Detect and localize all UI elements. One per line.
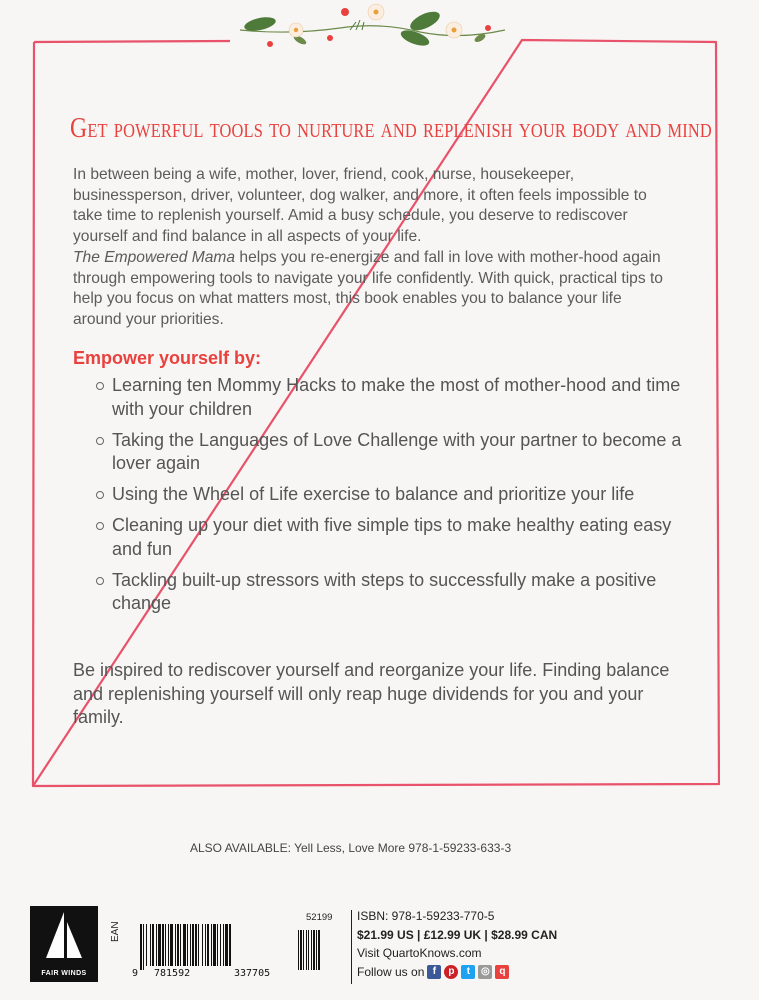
barcode-bar xyxy=(156,924,157,966)
also-available-label: ALSO AVAILABLE: xyxy=(190,841,291,855)
barcode-bar xyxy=(143,924,144,970)
barcode-bar xyxy=(175,924,176,966)
barcode-bar xyxy=(140,924,142,970)
closing-paragraph: Be inspired to rediscover yourself and reorganize your life. Finding balance and replenishing yourself will only reap huge dividends for you and your family. xyxy=(73,660,670,727)
barcode-bar xyxy=(180,924,181,966)
barcode-bar xyxy=(177,924,179,966)
barcode-addon-bar xyxy=(306,930,307,970)
barcode-bar xyxy=(220,924,221,966)
prices: $21.99 US | £12.99 UK | $28.99 CAN xyxy=(357,927,558,942)
barcode-addon-bar xyxy=(308,930,309,970)
pinterest-icon[interactable]: p xyxy=(444,965,458,979)
publisher-logo xyxy=(30,906,98,982)
twitter-icon[interactable]: t xyxy=(461,965,475,979)
intro-text-2: helps you re-energize and fall in love with mother-hood again through empowering tools to navigate your life confidently. With quick, practical tips to help you focus on what matters most, this book enables you to balance your life around your priorities. xyxy=(73,248,663,328)
bullet-icon xyxy=(96,382,104,390)
isbn: ISBN: 978-1-59233-770-5 xyxy=(357,909,495,923)
barcode-bar xyxy=(223,924,224,966)
bullet-icon xyxy=(96,491,104,499)
follow-row xyxy=(357,963,557,982)
ean-label: EAN xyxy=(110,921,121,942)
barcode-bar xyxy=(198,924,199,966)
barcode-bars xyxy=(140,924,350,970)
bullet-icon xyxy=(96,437,104,445)
barcode-bar xyxy=(205,924,206,966)
barcode-bar xyxy=(207,924,209,966)
barcode-bar xyxy=(229,924,231,966)
barcode-right-digits: 337705 xyxy=(234,968,271,979)
barcode-bar xyxy=(202,924,203,966)
intro-text-1: In between being a wife, mother, lover, friend, cook, nurse, housekeeper, businessperson, driver, volunteer, dog walker, and more, it often feels impossible to take time to replenish yourself. Amid a busy schedule, you deserve to rediscover yourself and find balance in all aspects of your life. xyxy=(73,166,647,246)
barcode-bar xyxy=(152,924,154,966)
barcode-addon-bar xyxy=(316,930,317,970)
barcode-addon-bar xyxy=(300,930,302,970)
barcode-left-digits: 781592 xyxy=(154,968,191,979)
barcode-bar xyxy=(211,924,212,966)
bullet-icon xyxy=(96,522,104,530)
barcode-addon-bar xyxy=(318,930,320,970)
facebook-icon[interactable]: f xyxy=(427,965,441,979)
barcode-bar xyxy=(192,924,194,966)
barcode-bar xyxy=(217,924,218,966)
list-item: Learning ten Mommy Hacks to make the most of mother-hood and time with your children xyxy=(96,374,686,421)
book-title: The Empowered Mama xyxy=(73,248,236,266)
barcode xyxy=(110,908,350,988)
also-available xyxy=(190,841,511,855)
barcode-bar xyxy=(168,924,169,966)
headline: Get powerful tools to nurture and replenish your body and mind xyxy=(70,112,712,144)
barcode-bar xyxy=(195,924,197,966)
list-item: Cleaning up your diet with five simple tips to make healthy eating easy and fun xyxy=(96,514,686,561)
barcode-bar xyxy=(190,924,191,966)
barcode-first-digit: 9 xyxy=(132,968,139,979)
barcode-bar xyxy=(187,924,188,966)
list-item: Tackling built-up stressors with steps to successfully make a positive change xyxy=(96,569,686,616)
barcode-bar xyxy=(165,924,166,966)
subheading: Empower yourself by: xyxy=(73,348,262,368)
follow-label: Follow us on xyxy=(357,964,425,979)
instagram-icon[interactable]: ◎ xyxy=(478,965,492,979)
list-item: Using the Wheel of Life exercise to balance and prioritize your life xyxy=(96,483,686,507)
barcode-bar xyxy=(170,924,173,966)
website-link[interactable]: Visit QuartoKnows.com xyxy=(357,946,482,960)
divider xyxy=(351,910,352,984)
barcode-addon-bar xyxy=(303,930,304,970)
barcode-bar xyxy=(146,924,147,966)
bullet-icon xyxy=(96,577,104,585)
also-available-isbn: 978-1-59233-633-3 xyxy=(408,841,512,855)
intro-paragraph xyxy=(73,165,673,331)
floral-ornament-icon xyxy=(230,0,520,56)
barcode-bar xyxy=(150,924,151,966)
barcode-bar xyxy=(213,924,216,966)
also-available-title: Yell Less, Love More xyxy=(294,841,406,855)
list-item: Taking the Languages of Love Challenge with your partner to become a lover again xyxy=(96,429,686,476)
quarto-icon[interactable]: q xyxy=(495,965,509,979)
barcode-addon-bar xyxy=(298,930,299,970)
benefit-list xyxy=(96,374,686,623)
barcode-bar xyxy=(183,924,186,966)
barcode-bar xyxy=(225,924,228,966)
book-info xyxy=(357,907,557,981)
barcode-bar xyxy=(158,924,161,966)
social-icons xyxy=(427,965,509,979)
barcode-addon-bar xyxy=(311,930,312,970)
publisher-name: FAIR WINDS xyxy=(41,970,87,977)
barcode-bar xyxy=(162,924,164,966)
sailboat-icon xyxy=(30,906,98,966)
barcode-addon-bar xyxy=(313,930,315,970)
price-code: 52199 xyxy=(306,912,333,923)
